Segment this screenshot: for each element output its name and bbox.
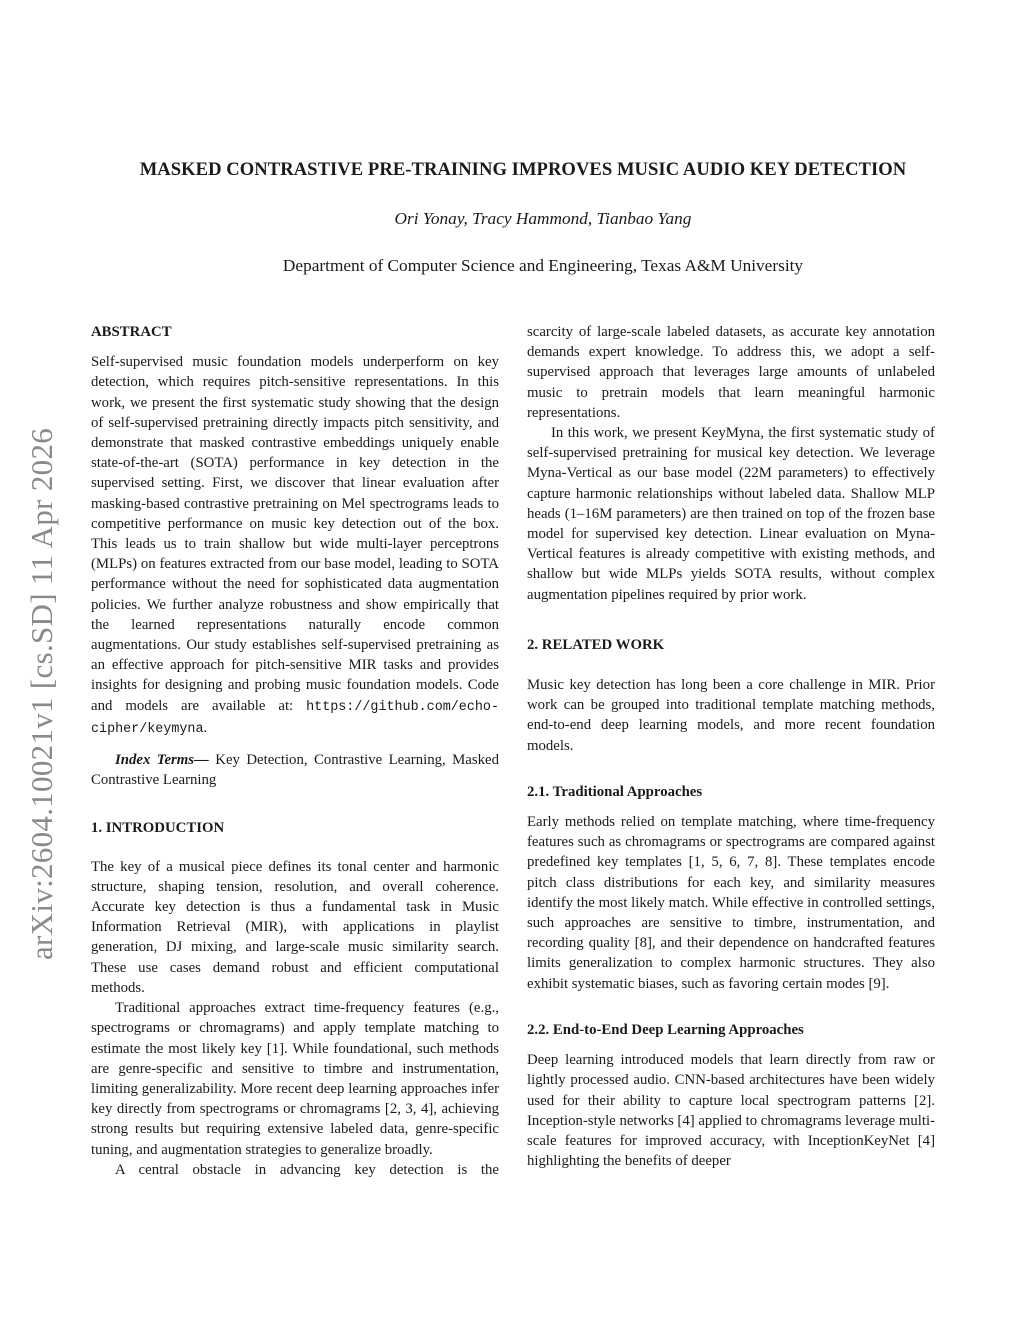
subsection-2-1-heading: 2.1. Traditional Approaches	[527, 783, 703, 800]
paper-title: MASKED CONTRASTIVE PRE-TRAINING IMPROVES MUSIC AUDIO KEY DETECTION	[139, 159, 907, 180]
code-link-period: .	[203, 719, 208, 736]
left-column	[91, 322, 499, 1180]
right-column	[527, 322, 935, 1171]
abstract-heading: ABSTRACT	[91, 324, 172, 340]
code-link[interactable]: https://github.com/echo-cipher/keymyna	[91, 699, 499, 737]
author-list: Ori Yonay, Tracy Hammond, Tianbao Yang	[394, 209, 692, 228]
abstract-text	[91, 352, 499, 740]
subsection-2-2-text: Deep learning introduced models that learn directly from raw or lightly processed audio. CNN-based architectures have been widely used for their ability to capture local spectrogram patterns [2]. Inception-style networks [4] applied to chromagrams leverage multi-scale features for improved accuracy, with InceptionKeyNet [4] highlighting the benefits of deeper	[527, 1052, 936, 1170]
related-work-intro: Music key detection has long been a core challenge in MIR. Prior work can be grouped into traditional template matching methods, end-to-end deep learning models, and more recent foundation models.	[527, 677, 935, 754]
related-work-heading: 2. RELATED WORK	[527, 636, 665, 653]
introduction-heading: 1. INTRODUCTION	[91, 820, 225, 837]
intro-paragraph-4: In this work, we present KeyMyna, the first systematic study of self-supervised pretraining for musical key detection. We leverage Myna-Vertical as our base model (22M parameters) to effectively capture harmonic relationships without labeled data. Shallow MLP heads (1–16M parameters) are then trained on top of the frozen base model for supervised key detection. Linear evaluation on Myna-Vertical features is already competitive with existing methods, and shallow but wide MLPs yields SOTA results, without complex augmentation pipelines required by prior work.	[527, 425, 935, 603]
abstract-body: Self-supervised music foundation models underperform on key detection, which requires pitch-sensitive representations. In this work, we present the first systematic study showing that the design of self-supervised pretraining directly impacts pitch sensitivity, and demonstrate that masked contrastive embeddings uniquely enable state-of-the-art (SOTA) performance in key detection in the supervised setting. First, we discover that linear evaluation after masking-based contrastive pretraining on Mel spectrograms leads to competitive performance on music key detection out of the box. This leads us to train shallow but wide multi-layer perceptrons (MLPs) on features extracted from our base model, leading to SOTA performance without the need for sophisticated data augmentation policies. We further analyze robustness and show empirically that the learned representations naturally encode common augmentations. Our study establishes self-supervised pretraining as an effective approach for pitch-sensitive MIR tasks and provides insights for designing and probing music foundation models. Code and models are available at:	[91, 354, 499, 714]
index-terms	[91, 750, 499, 790]
index-terms-label: Index Terms—	[115, 752, 209, 769]
subsection-2-1-text: Early methods relied on template matching, where time-frequency features such as chromagrams or spectrograms are compared against predefined key templates [1, 5, 6, 7, 8]. These templates encode pitch class distributions for each key, and similarity measures identify the most likely match. While effective in controlled settings, such approaches are sensitive to timbre, instrumentation, and recording quality [8], and their dependence on handcrafted features limits generalization to complex harmonic structures. They also exhibit systematic biases, such as favoring certain modes [9].	[527, 814, 935, 992]
subsection-2-2-heading: 2.2. End-to-End Deep Learning Approaches	[527, 1021, 804, 1038]
index-terms-text: Key Detection, Contrastive Learning, Masked Contrastive Learning	[91, 752, 499, 789]
intro-paragraph-3: A central obstacle in advancing key detection is the	[115, 1161, 499, 1178]
intro-paragraph-2: Traditional approaches extract time-frequency features (e.g., spectrograms or chromagrams) and apply template matching to estimate the most likely key [1]. While foundational, such methods are genre-specific and sensitive to timbre and instrumentation, limiting generalizability. More recent deep learning approaches infer key directly from spectrograms or chromagrams [2, 3, 4], achieving strong results but requiring extensive labeled data, genre-specific tuning, and augmentation strategies to generalize broadly.	[91, 1000, 499, 1158]
affiliation: Department of Computer Science and Engineering, Texas A&M University	[282, 256, 804, 275]
arxiv-identifier: arXiv:2604.10021v1 [cs.SD] 11 Apr 2026	[24, 427, 59, 960]
intro-paragraph-3-continued: scarcity of large-scale labeled datasets, as accurate key annotation demands expert knowledge. To address this, we adopt a self-supervised approach that leverages large amounts of unlabeled music to pretrain models that learn meaningful harmonic representations.	[527, 324, 935, 421]
intro-paragraph-1: The key of a musical piece defines its tonal center and harmonic structure, shaping tension, resolution, and overall coherence. Accurate key detection is thus a fundamental task in Music Information Retrieval (MIR), with applications in playlist generation, DJ mixing, and large-scale music similarity search. These use cases demand robust and efficient computational methods.	[91, 858, 499, 996]
